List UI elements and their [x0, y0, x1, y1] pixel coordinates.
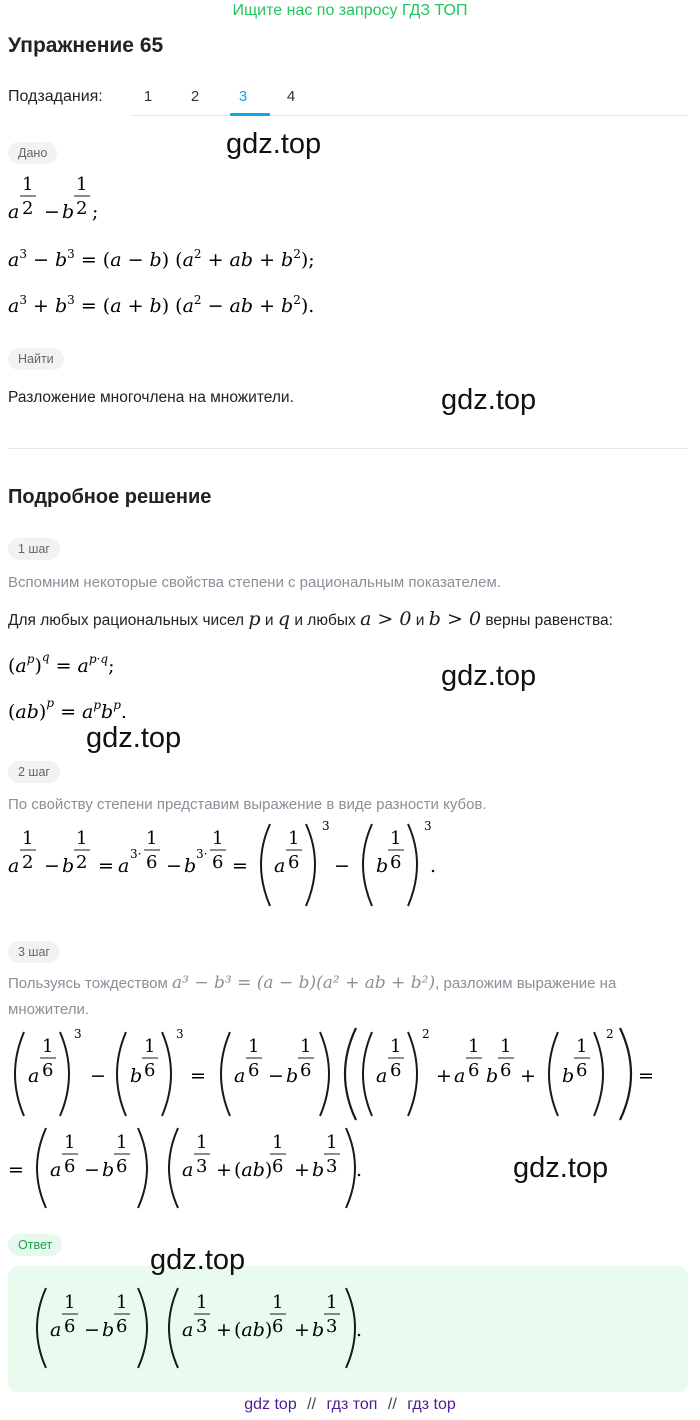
svg-text:6: 6 — [288, 852, 300, 873]
given-formula-2 — [6, 240, 346, 276]
find-text: Разложение многочлена на множители. — [8, 389, 294, 406]
watermark: gdz.top — [226, 128, 322, 160]
svg-text:=: = — [98, 855, 114, 877]
step3-badge: 3 шаг — [8, 941, 60, 963]
svg-text:2: 2 — [76, 852, 88, 873]
step1-text-e: верны равенства: — [485, 612, 613, 629]
tab-subtask-4[interactable]: 4 — [286, 88, 296, 105]
svg-text:6: 6 — [64, 1316, 76, 1337]
svg-text:a: a — [50, 1159, 62, 1181]
svg-text:1: 1 — [326, 1132, 338, 1153]
svg-text:b: b — [184, 855, 197, 877]
answer-formula — [26, 1284, 446, 1374]
svg-text:6: 6 — [64, 1156, 76, 1177]
svg-text:−: − — [44, 201, 60, 223]
svg-text:1: 1 — [196, 1292, 208, 1313]
svg-text:+: + — [520, 1065, 536, 1087]
step3-note-b: , разложим выражение на — [435, 975, 617, 992]
svg-text:1: 1 — [22, 828, 34, 849]
find-badge: Найти — [8, 348, 64, 370]
step3-note-a: Пользуясь тождеством — [8, 975, 168, 992]
svg-text:2: 2 — [76, 198, 88, 219]
svg-text:6: 6 — [468, 1060, 480, 1081]
cond-a: a > 0 — [360, 608, 412, 630]
solution-title: Подробное решение — [8, 486, 212, 508]
svg-text:a: a — [182, 1319, 194, 1341]
svg-text:b: b — [486, 1065, 499, 1087]
svg-text:1: 1 — [326, 1292, 338, 1313]
watermark: gdz.top — [86, 722, 182, 754]
svg-text:1: 1 — [116, 1132, 128, 1153]
footer-link-gdz-top[interactable]: gdz top — [244, 1396, 297, 1413]
step2-formula — [6, 818, 466, 914]
subtasks-nav — [8, 84, 688, 118]
svg-text:(ab)p = apbp.: $(ab)^p = a^pb^p$. — [8, 696, 127, 723]
svg-text:3: 3 — [74, 1027, 82, 1041]
svg-text:(ap)q = ap·q;: $(a^p)^q = a^{p\cdot q}$; — [8, 650, 115, 677]
svg-text:−: − — [84, 1319, 100, 1341]
svg-text:1: 1 — [196, 1132, 208, 1153]
svg-text:6: 6 — [576, 1060, 588, 1081]
svg-text:6: 6 — [146, 852, 158, 873]
svg-text:6: 6 — [300, 1060, 312, 1081]
active-tab-indicator — [230, 113, 270, 116]
var-q: q — [277, 608, 291, 630]
svg-text:a: a — [28, 1065, 40, 1087]
svg-text:3: 3 — [326, 1316, 338, 1337]
svg-text:(ab): (ab) — [234, 1319, 273, 1341]
svg-text:1: 1 — [576, 1036, 588, 1057]
step3-formula-1 — [6, 1024, 696, 1124]
svg-text:+: + — [436, 1065, 452, 1087]
svg-text:6: 6 — [272, 1316, 284, 1337]
step1-text-a: Для любых рациональных чисел — [8, 612, 245, 629]
var-p: p — [248, 608, 261, 630]
cond-b: b > 0 — [428, 608, 482, 630]
given-formula-3 — [6, 286, 346, 322]
svg-text:1: 1 — [116, 1292, 128, 1313]
svg-text:1: 1 — [272, 1292, 284, 1313]
svg-text:1: 1 — [76, 828, 88, 849]
svg-text:1: 1 — [42, 1036, 54, 1057]
watermark: gdz.top — [150, 1244, 246, 1276]
svg-text:6: 6 — [390, 852, 402, 873]
footer-separator: // — [307, 1396, 317, 1413]
svg-text:3·: 3· — [130, 847, 142, 861]
tab-subtask-2[interactable]: 2 — [190, 88, 200, 105]
svg-text:6: 6 — [390, 1060, 402, 1081]
subtasks-label: Подзадания: — [8, 88, 103, 105]
svg-text:6: 6 — [144, 1060, 156, 1081]
watermark: gdz.top — [513, 1152, 609, 1184]
svg-text:−: − — [334, 855, 350, 877]
watermark: gdz.top — [441, 384, 537, 416]
svg-text:1: 1 — [64, 1132, 76, 1153]
svg-text:+: + — [216, 1159, 232, 1181]
svg-text:1: 1 — [468, 1036, 480, 1057]
svg-text:6: 6 — [116, 1156, 128, 1177]
svg-text:−: − — [44, 855, 60, 877]
footer-separator: // — [387, 1396, 397, 1413]
svg-text:+: + — [294, 1319, 310, 1341]
svg-text:−: − — [90, 1065, 106, 1087]
svg-text:2: 2 — [606, 1027, 614, 1041]
footer-link-gdz-top-ru[interactable]: гдз топ — [326, 1396, 378, 1413]
svg-text:1: 1 — [22, 174, 34, 195]
svg-text:b: b — [312, 1159, 325, 1181]
step3-note-formula: a³ − b³ = (a − b)(a² + ab + b²) — [172, 973, 436, 993]
svg-text:b: b — [62, 855, 75, 877]
tabs-divider — [130, 115, 688, 116]
svg-text:−: − — [84, 1159, 100, 1181]
given-formula-1 — [6, 170, 146, 230]
svg-text:=: = — [232, 855, 248, 877]
svg-text:1: 1 — [288, 828, 300, 849]
svg-text:−: − — [268, 1065, 284, 1087]
svg-text:6: 6 — [248, 1060, 260, 1081]
step3-note — [8, 970, 688, 1023]
svg-text:a: a — [182, 1159, 194, 1181]
svg-text:3: 3 — [322, 819, 330, 833]
svg-text:a: a — [50, 1319, 62, 1341]
section-divider — [8, 448, 688, 449]
svg-text:=: = — [8, 1159, 24, 1181]
svg-text:1: 1 — [300, 1036, 312, 1057]
svg-text:3·: 3· — [196, 847, 208, 861]
svg-text:1: 1 — [212, 828, 224, 849]
svg-text:1: 1 — [272, 1132, 284, 1153]
page-title: Упражнение 65 — [8, 34, 164, 57]
svg-text:b: b — [102, 1159, 115, 1181]
svg-text:3: 3 — [326, 1156, 338, 1177]
svg-text:6: 6 — [116, 1316, 128, 1337]
svg-text:1: 1 — [146, 828, 158, 849]
svg-text:(ab): (ab) — [234, 1159, 273, 1181]
footer-links — [0, 1396, 700, 1414]
svg-text:a3 − b3 = (a − b) (a2 + ab + b: $a^3 - b^3 = (a - b) (a^2$ + ab + $b^2$); — [8, 247, 315, 271]
step3-note-c: множители. — [8, 1001, 90, 1018]
svg-text:a: a — [8, 201, 20, 223]
svg-text:b: b — [312, 1319, 325, 1341]
svg-text:3: 3 — [176, 1027, 184, 1041]
svg-text:6: 6 — [272, 1156, 284, 1177]
step1-badge: 1 шаг — [8, 538, 60, 560]
svg-text:6: 6 — [212, 852, 224, 873]
svg-text:1: 1 — [248, 1036, 260, 1057]
svg-text:a: a — [274, 855, 286, 877]
svg-text:1: 1 — [64, 1292, 76, 1313]
svg-text:.: . — [430, 855, 437, 877]
svg-text:1: 1 — [390, 1036, 402, 1057]
watermark: gdz.top — [441, 660, 537, 692]
svg-text:a: a — [376, 1065, 388, 1087]
step1-text-c: и любых — [294, 612, 356, 629]
given-badge: Дано — [8, 142, 57, 164]
svg-text:.: . — [356, 1319, 363, 1341]
svg-text:a3 + b3 = (a + b) (a2 − ab + b: $a^3 + b^3 = (a + b) (a^2$ − ab + $b^2$). — [8, 293, 315, 317]
svg-text:6: 6 — [42, 1060, 54, 1081]
svg-text:3: 3 — [196, 1316, 208, 1337]
step1-text-d: и — [415, 612, 425, 629]
svg-text:2: 2 — [422, 1027, 430, 1041]
svg-text:;: ; — [92, 201, 99, 223]
svg-text:+: + — [216, 1319, 232, 1341]
step1-note: Вспомним некоторые свойства степени с рациональным показателем. — [8, 574, 501, 591]
svg-text:1: 1 — [144, 1036, 156, 1057]
step1-text-b: и — [264, 612, 274, 629]
svg-text:b: b — [130, 1065, 143, 1087]
svg-text:.: . — [356, 1159, 363, 1181]
svg-text:3: 3 — [424, 819, 432, 833]
tab-subtask-3[interactable]: 3 — [238, 88, 248, 105]
svg-text:=: = — [190, 1065, 206, 1087]
svg-text:1: 1 — [500, 1036, 512, 1057]
svg-text:b: b — [286, 1065, 299, 1087]
svg-text:a: a — [454, 1065, 466, 1087]
svg-text:6: 6 — [500, 1060, 512, 1081]
search-banner: Ищите нас по запросу ГДЗ ТОП — [232, 2, 468, 19]
step2-badge: 2 шаг — [8, 761, 60, 783]
svg-text:2: 2 — [22, 198, 34, 219]
step1-statement — [8, 608, 698, 630]
svg-text:2: 2 — [22, 852, 34, 873]
svg-text:−: − — [166, 855, 182, 877]
step1-formula-1 — [6, 644, 206, 682]
svg-text:a: a — [234, 1065, 246, 1087]
answer-badge: Ответ — [8, 1234, 62, 1256]
svg-text:1: 1 — [76, 174, 88, 195]
step2-note: По свойству степени представим выражение в виде разности кубов. — [8, 796, 487, 813]
tab-subtask-1[interactable]: 1 — [143, 88, 153, 105]
svg-text:b: b — [62, 201, 75, 223]
svg-text:b: b — [102, 1319, 115, 1341]
svg-text:=: = — [638, 1065, 654, 1087]
svg-text:b: b — [376, 855, 389, 877]
svg-text:a: a — [118, 855, 130, 877]
step3-formula-2 — [6, 1124, 426, 1214]
svg-text:+: + — [294, 1159, 310, 1181]
svg-text:3: 3 — [196, 1156, 208, 1177]
svg-text:b: b — [562, 1065, 575, 1087]
footer-link-gdz-top-mixed[interactable]: гдз top — [407, 1396, 456, 1413]
svg-text:1: 1 — [390, 828, 402, 849]
svg-text:a: a — [8, 855, 20, 877]
